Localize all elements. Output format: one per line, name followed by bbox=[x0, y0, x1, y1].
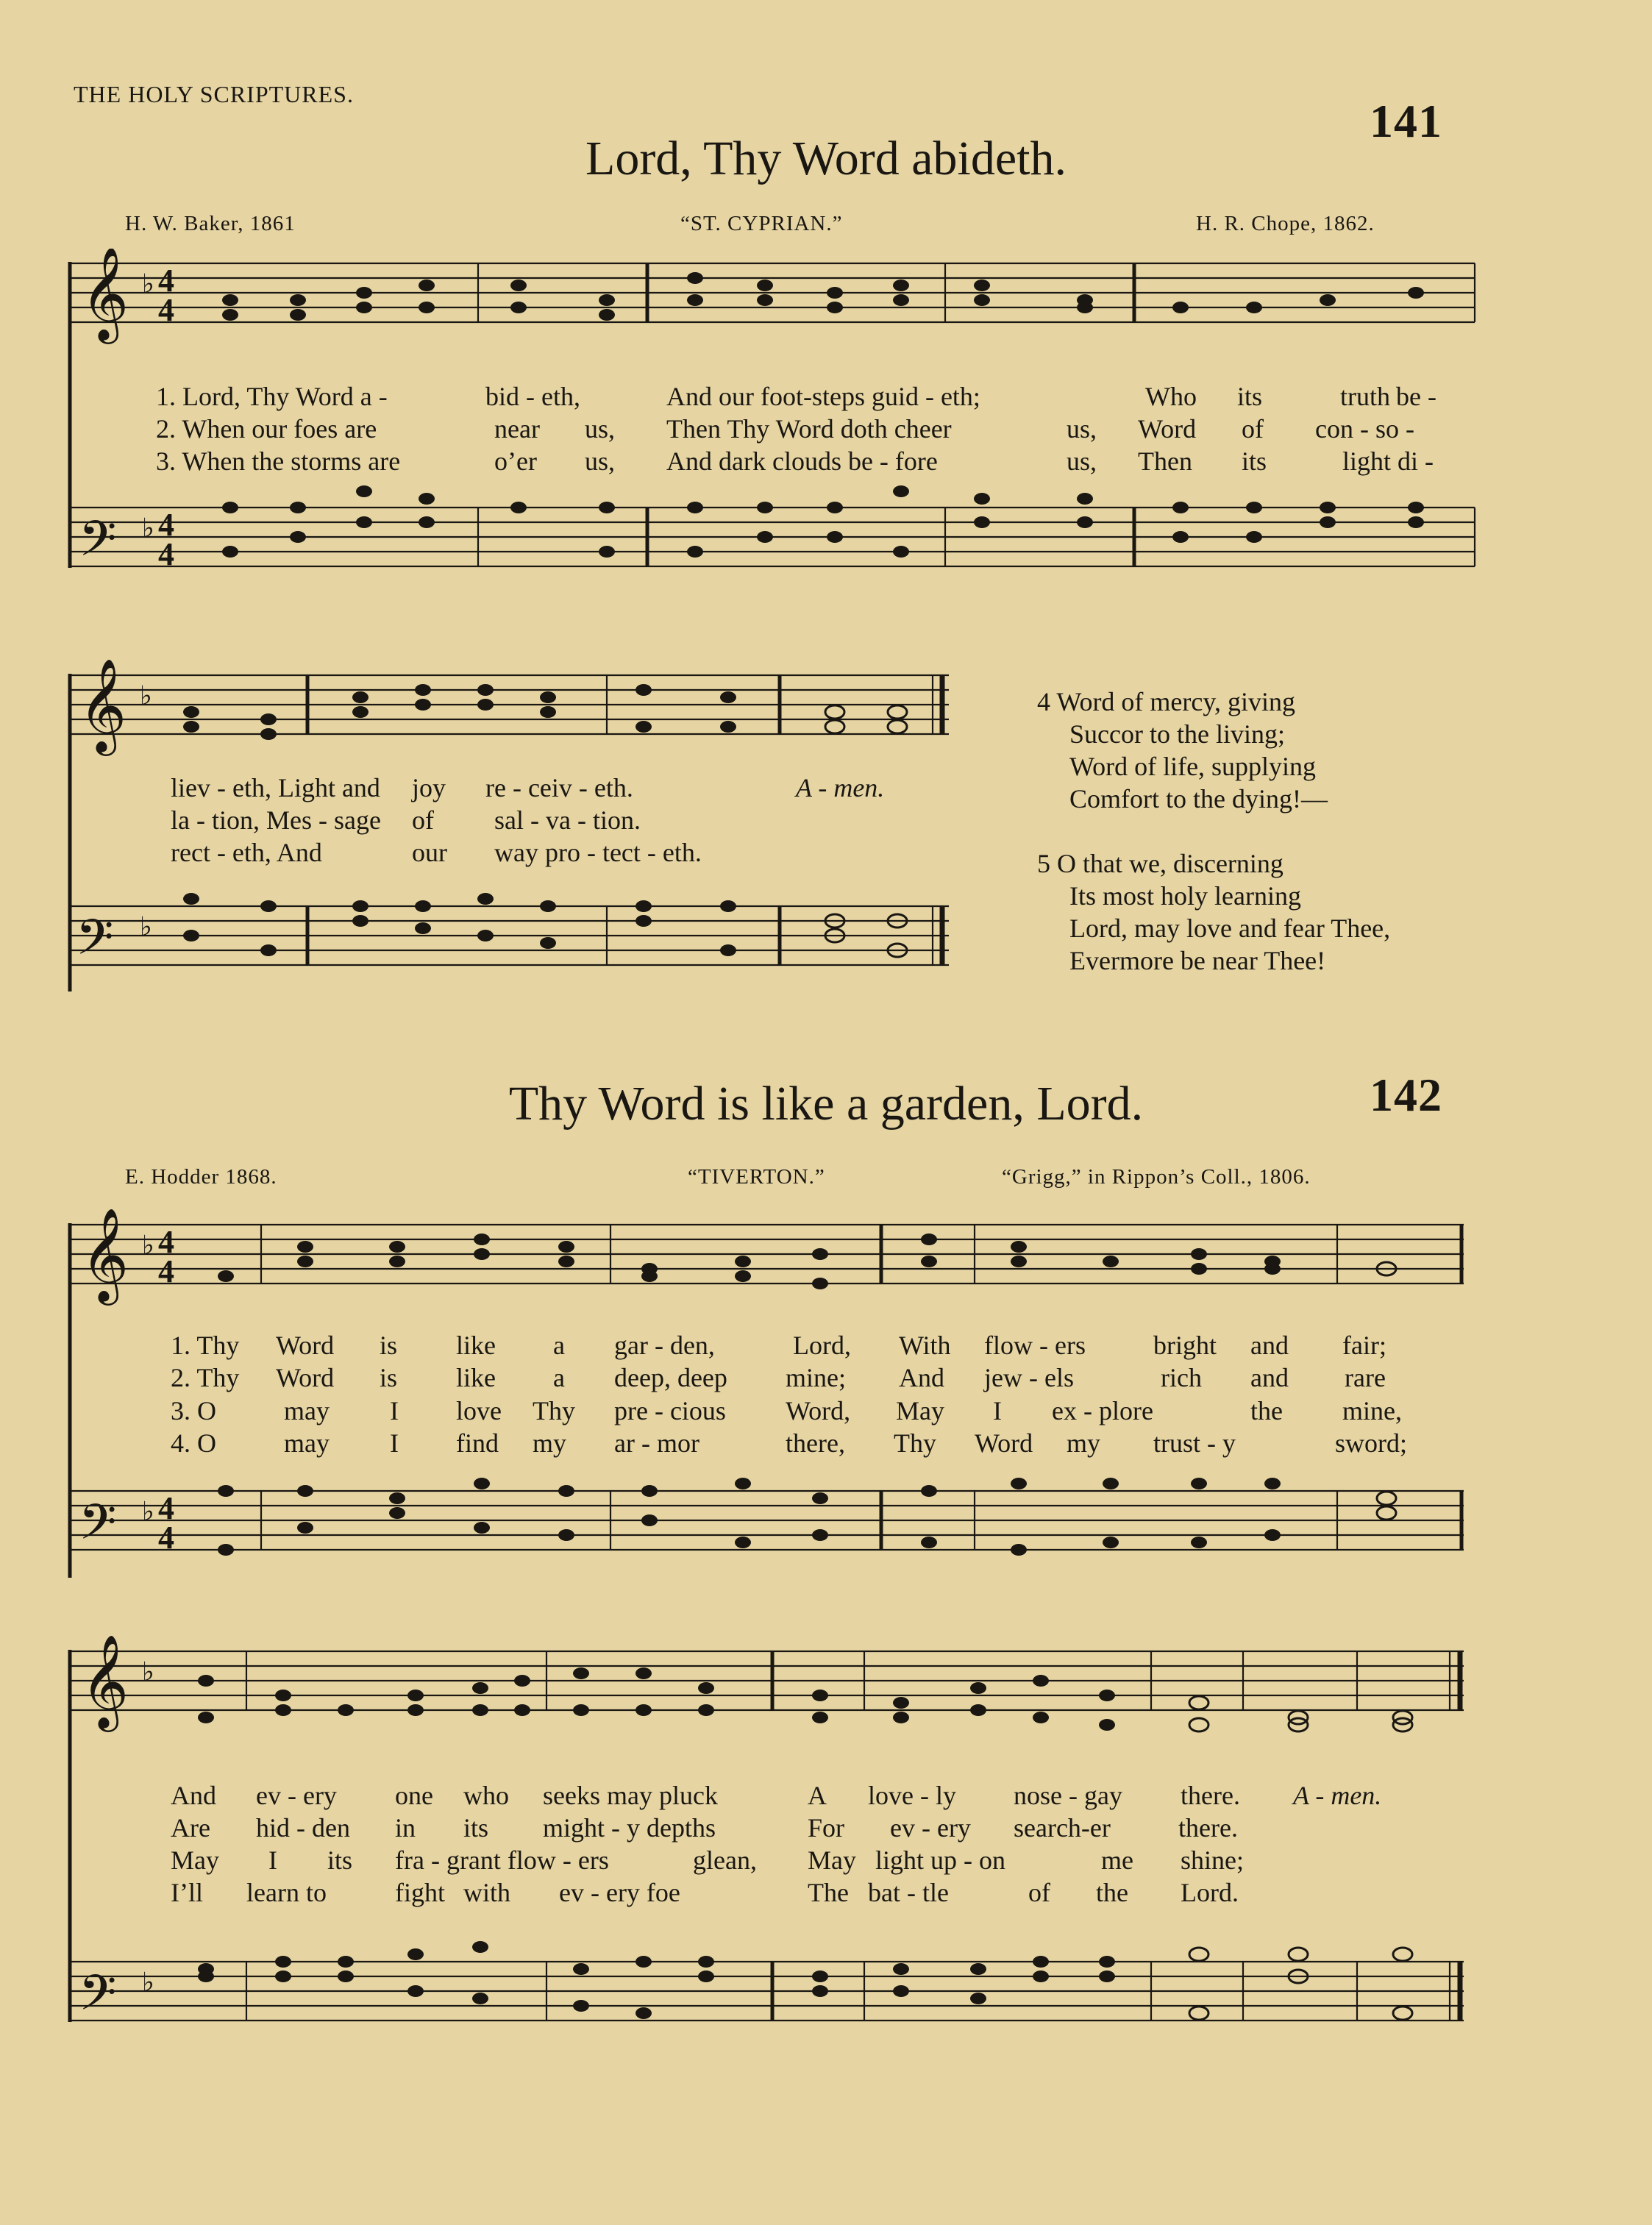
lyric-142-s2-3-5: glean, bbox=[693, 1845, 757, 1875]
lyric-142-1-11: and bbox=[1250, 1331, 1289, 1360]
svg-text:♭: ♭ bbox=[142, 513, 154, 544]
lyric-142-s2-1-7: love - ly bbox=[868, 1781, 956, 1810]
lyric-142-3-5: Thy bbox=[533, 1396, 575, 1425]
lyric-141-1-6: truth bbox=[1340, 382, 1390, 411]
lyric-142-3-8: May bbox=[896, 1396, 944, 1425]
lyric-141-s2-2-1: la - tion, Mes - sage bbox=[171, 805, 381, 835]
lyric-142-s2-1-2: ev - ery bbox=[256, 1781, 337, 1810]
lyric-141-2-1: 2. When our foes are bbox=[156, 414, 377, 444]
lyric-141-s2-2-3: sal - va - tion. bbox=[494, 805, 641, 835]
hymn-title-141: Lord, Thy Word abideth. bbox=[585, 132, 1067, 185]
lyric-141-2-3: us, bbox=[585, 414, 616, 444]
composer-141: H. R. Chope, 1862. bbox=[1196, 212, 1375, 235]
lyric-141-1-2: bid - eth, bbox=[485, 382, 580, 411]
lyric-142-s2-2-2: hid - den bbox=[256, 1813, 350, 1843]
lyric-142-3-4: love bbox=[456, 1396, 502, 1425]
lyric-142-2-11: and bbox=[1250, 1363, 1289, 1392]
lyric-142-2-9: jew - els bbox=[984, 1363, 1074, 1392]
svg-text:4: 4 bbox=[158, 1253, 174, 1289]
svg-text:4: 4 bbox=[158, 263, 174, 299]
lyric-142-3-1: 3. O bbox=[171, 1396, 216, 1425]
lyric-142-s2-2-1: Are bbox=[171, 1813, 210, 1843]
lyric-142-1-5: a bbox=[553, 1331, 565, 1360]
svg-text:♭: ♭ bbox=[142, 1497, 154, 1527]
svg-text:♭: ♭ bbox=[140, 681, 152, 711]
running-head: THE HOLY SCRIPTURES. bbox=[74, 81, 354, 107]
lyric-142-2-12: rare bbox=[1345, 1363, 1386, 1392]
svg-text:♭: ♭ bbox=[142, 1657, 154, 1687]
verse-5-line-2: Its most holy learning bbox=[1069, 881, 1301, 911]
svg-text:𝄞: 𝄞 bbox=[79, 658, 127, 752]
lyric-142-3-3: I bbox=[390, 1396, 399, 1425]
lyric-142-1-3: is bbox=[380, 1331, 398, 1360]
verse-5-line-1: 5 O that we, discerning bbox=[1037, 849, 1283, 878]
lyric-142-s2-1-6: A bbox=[808, 1781, 827, 1810]
lyric-141-3-3: us, bbox=[585, 446, 616, 476]
lyric-142-3-6: pre - cious bbox=[614, 1396, 726, 1425]
lyric-142-2-7: mine; bbox=[786, 1363, 846, 1392]
lyric-141-s2-3-3: way pro - tect - eth. bbox=[494, 838, 702, 867]
lyric-142-s2-2-3: in bbox=[395, 1813, 416, 1843]
lyric-142-2-5: a bbox=[553, 1363, 565, 1392]
extra-verse-5 bbox=[1037, 847, 1390, 977]
lyric-142-4-10: my bbox=[1067, 1428, 1101, 1458]
verse-4-line-4: Comfort to the dying!— bbox=[1069, 784, 1328, 814]
lyric-142-s2-4-5: ev - ery foe bbox=[559, 1878, 680, 1907]
svg-text:4: 4 bbox=[158, 292, 174, 328]
lyric-142-s2-1-4: who bbox=[463, 1781, 509, 1810]
lyric-141-3-7: its bbox=[1242, 446, 1267, 476]
lyric-142-s2-4-6: The bbox=[808, 1878, 849, 1907]
lyric-142-2-1: 2. Thy bbox=[171, 1363, 240, 1392]
lyric-141-1-4: Who bbox=[1145, 382, 1197, 411]
lyric-142-s2-3-8: me bbox=[1101, 1845, 1133, 1875]
lyric-141-2-5: us, bbox=[1067, 414, 1097, 444]
verse-4-line-1: 4 Word of mercy, giving bbox=[1037, 687, 1296, 716]
lyric-142-4-3: I bbox=[390, 1428, 399, 1458]
lyric-142-s2-3-7: light up - on bbox=[875, 1845, 1005, 1875]
svg-text:4: 4 bbox=[158, 507, 174, 543]
lyric-142-s2-1-1: And bbox=[171, 1781, 216, 1810]
lyric-142-s2-3-9: shine; bbox=[1181, 1845, 1244, 1875]
lyric-141-s2-3-1: rect - eth, And bbox=[171, 838, 322, 867]
author-142: E. Hodder 1868. bbox=[125, 1165, 277, 1189]
lyric-142-3-10: ex - plore bbox=[1052, 1396, 1153, 1425]
svg-text:𝄢: 𝄢 bbox=[79, 1494, 117, 1562]
lyric-142-s2-3-6: May bbox=[808, 1845, 856, 1875]
lyric-142-s2-2-5: might - y depths bbox=[543, 1813, 716, 1843]
lyric-142-s2-1-3: one bbox=[395, 1781, 433, 1810]
lyric-142-1-7: Lord, bbox=[793, 1331, 851, 1360]
lyric-142-s2-4-4: with bbox=[463, 1878, 511, 1907]
lyric-142-2-8: And bbox=[899, 1363, 944, 1392]
lyric-141-2-7: of bbox=[1242, 414, 1264, 444]
svg-text:♭: ♭ bbox=[142, 269, 154, 299]
lyric-142-s2-4-9: the bbox=[1096, 1878, 1128, 1907]
lyric-142-3-11: the bbox=[1250, 1396, 1283, 1425]
lyric-141-1-5: its bbox=[1237, 382, 1263, 411]
lyric-142-3-9: I bbox=[993, 1396, 1002, 1425]
lyric-142-s2-3-2: I bbox=[268, 1845, 277, 1875]
lyric-142-2-4: like bbox=[456, 1363, 496, 1392]
lyric-142-s2-2-9: there. bbox=[1178, 1813, 1238, 1843]
lyric-141-s2-1-2: joy bbox=[412, 773, 446, 802]
lyric-141-s2-1-3: re - ceiv - eth. bbox=[485, 773, 633, 802]
author-141: H. W. Baker, 1861 bbox=[125, 212, 296, 235]
svg-text:𝄞: 𝄞 bbox=[81, 1634, 129, 1728]
svg-text:♭: ♭ bbox=[142, 1968, 154, 1998]
lyric-142-4-6: ar - mor bbox=[614, 1428, 699, 1458]
lyric-142-s2-2-4: its bbox=[463, 1813, 489, 1843]
lyric-142-1-1: 1. Thy bbox=[171, 1331, 240, 1360]
lyric-141-3-5: us, bbox=[1067, 446, 1097, 476]
extra-verse-4 bbox=[1037, 686, 1328, 815]
lyric-142-s2-1-8: nose - gay bbox=[1014, 1781, 1122, 1810]
lyric-142-1-8: With bbox=[899, 1331, 951, 1360]
verse-5-line-4: Evermore be near Thee! bbox=[1069, 946, 1326, 975]
lyric-142-1-12: fair; bbox=[1342, 1331, 1386, 1360]
lyric-142-s2-2-8: search-er bbox=[1014, 1813, 1111, 1843]
svg-text:𝄢: 𝄢 bbox=[76, 909, 114, 978]
lyric-142-s2-4-2: learn to bbox=[246, 1878, 327, 1907]
lyric-142-s2-2-7: ev - ery bbox=[890, 1813, 971, 1843]
lyric-141-3-4: And dark clouds be - fore bbox=[666, 446, 938, 476]
lyric-141-s2-2-2: of bbox=[412, 805, 434, 835]
lyric-142-4-9: Word bbox=[975, 1428, 1033, 1458]
lyric-141-2-6: Word bbox=[1138, 414, 1197, 444]
lyric-142-2-6: deep, deep bbox=[614, 1363, 727, 1392]
svg-text:4: 4 bbox=[158, 1520, 174, 1556]
lyric-142-1-4: like bbox=[456, 1331, 496, 1360]
lyric-142-4-12: sword; bbox=[1335, 1428, 1407, 1458]
lyric-141-2-8: con - so - bbox=[1315, 414, 1414, 444]
lyric-142-4-1: 4. O bbox=[171, 1428, 216, 1458]
tune-142: “TIVERTON.” bbox=[688, 1165, 825, 1189]
svg-text:♭: ♭ bbox=[140, 912, 152, 942]
lyric-142-s2-1-10: A - men. bbox=[1293, 1781, 1382, 1810]
lyric-141-s2-1-1: liev - eth, Light and bbox=[171, 773, 380, 802]
lyric-142-s2-4-8: of bbox=[1028, 1878, 1050, 1907]
lyric-142-4-11: trust - y bbox=[1153, 1428, 1236, 1458]
lyric-142-1-6: gar - den, bbox=[614, 1331, 715, 1360]
svg-text:♭: ♭ bbox=[142, 1231, 154, 1261]
lyric-141-1-3: And our foot-steps guid - eth; bbox=[666, 382, 980, 411]
lyric-142-3-7: Word, bbox=[786, 1396, 851, 1425]
lyric-142-s2-1-9: there. bbox=[1181, 1781, 1240, 1810]
tune-141: “ST. CYPRIAN.” bbox=[680, 212, 843, 235]
lyric-141-3-8: light di - bbox=[1342, 446, 1434, 476]
svg-text:4: 4 bbox=[158, 1490, 174, 1526]
verse-5-line-3: Lord, may love and fear Thee, bbox=[1069, 914, 1391, 943]
lyric-142-s2-3-3: its bbox=[327, 1845, 353, 1875]
lyric-141-1-1: 1. Lord, Thy Word a - bbox=[156, 382, 388, 411]
lyric-142-1-10: bright bbox=[1153, 1331, 1217, 1360]
lyric-142-s2-4-1: I’ll bbox=[171, 1878, 203, 1907]
lyric-141-2-4: Then Thy Word doth cheer bbox=[666, 414, 952, 444]
svg-text:4: 4 bbox=[158, 536, 174, 572]
lyric-142-4-7: there, bbox=[786, 1428, 845, 1458]
lyric-142-4-5: my bbox=[533, 1428, 567, 1458]
hymn-number-142: 142 bbox=[1370, 1069, 1442, 1121]
lyric-142-2-3: is bbox=[380, 1363, 398, 1392]
lyric-142-s2-4-10: Lord. bbox=[1181, 1878, 1239, 1907]
lyric-142-3-2: may bbox=[284, 1396, 330, 1425]
lyric-141-3-6: Then bbox=[1138, 446, 1192, 476]
lyric-142-s2-1-5: seeks may pluck bbox=[543, 1781, 718, 1810]
svg-text:𝄞: 𝄞 bbox=[81, 1207, 129, 1301]
lyric-142-s2-3-1: May bbox=[171, 1845, 219, 1875]
lyric-141-3-1: 3. When the storms are bbox=[156, 446, 401, 476]
lyric-142-1-2: Word bbox=[276, 1331, 335, 1360]
svg-text:𝄞: 𝄞 bbox=[81, 249, 129, 340]
hymn-title-142: Thy Word is like a garden, Lord. bbox=[508, 1077, 1144, 1131]
lyric-141-s2-1-4: A - men. bbox=[796, 773, 885, 802]
hymn-number-141: 141 bbox=[1370, 95, 1442, 147]
lyric-142-4-2: may bbox=[284, 1428, 330, 1458]
verse-4-line-2: Succor to the living; bbox=[1069, 719, 1285, 749]
lyric-142-1-9: flow - ers bbox=[984, 1331, 1086, 1360]
lyric-141-2-2: near bbox=[494, 414, 540, 444]
lyric-142-s2-2-6: For bbox=[808, 1813, 845, 1843]
lyric-141-3-2: o’er bbox=[494, 446, 537, 476]
lyric-141-s2-3-2: our bbox=[412, 838, 447, 867]
verse-4-line-3: Word of life, supplying bbox=[1069, 752, 1317, 781]
composer-142: “Grigg,” in Rippon’s Coll., 1806. bbox=[1002, 1165, 1311, 1189]
lyric-142-4-8: Thy bbox=[894, 1428, 936, 1458]
lyric-142-2-10: rich bbox=[1161, 1363, 1202, 1392]
lyric-142-3-12: mine, bbox=[1342, 1396, 1402, 1425]
svg-text:𝄢: 𝄢 bbox=[79, 1965, 117, 2033]
lyric-141-1-7: be - bbox=[1396, 382, 1436, 411]
svg-text:𝄢: 𝄢 bbox=[79, 510, 117, 579]
lyric-142-2-2: Word bbox=[276, 1363, 335, 1392]
svg-text:4: 4 bbox=[158, 1224, 174, 1260]
lyric-142-s2-4-7: bat - tle bbox=[868, 1878, 949, 1907]
lyric-142-s2-3-4: fra - grant flow - ers bbox=[395, 1845, 609, 1875]
lyric-142-4-4: find bbox=[456, 1428, 499, 1458]
lyric-142-s2-4-3: fight bbox=[395, 1878, 445, 1907]
